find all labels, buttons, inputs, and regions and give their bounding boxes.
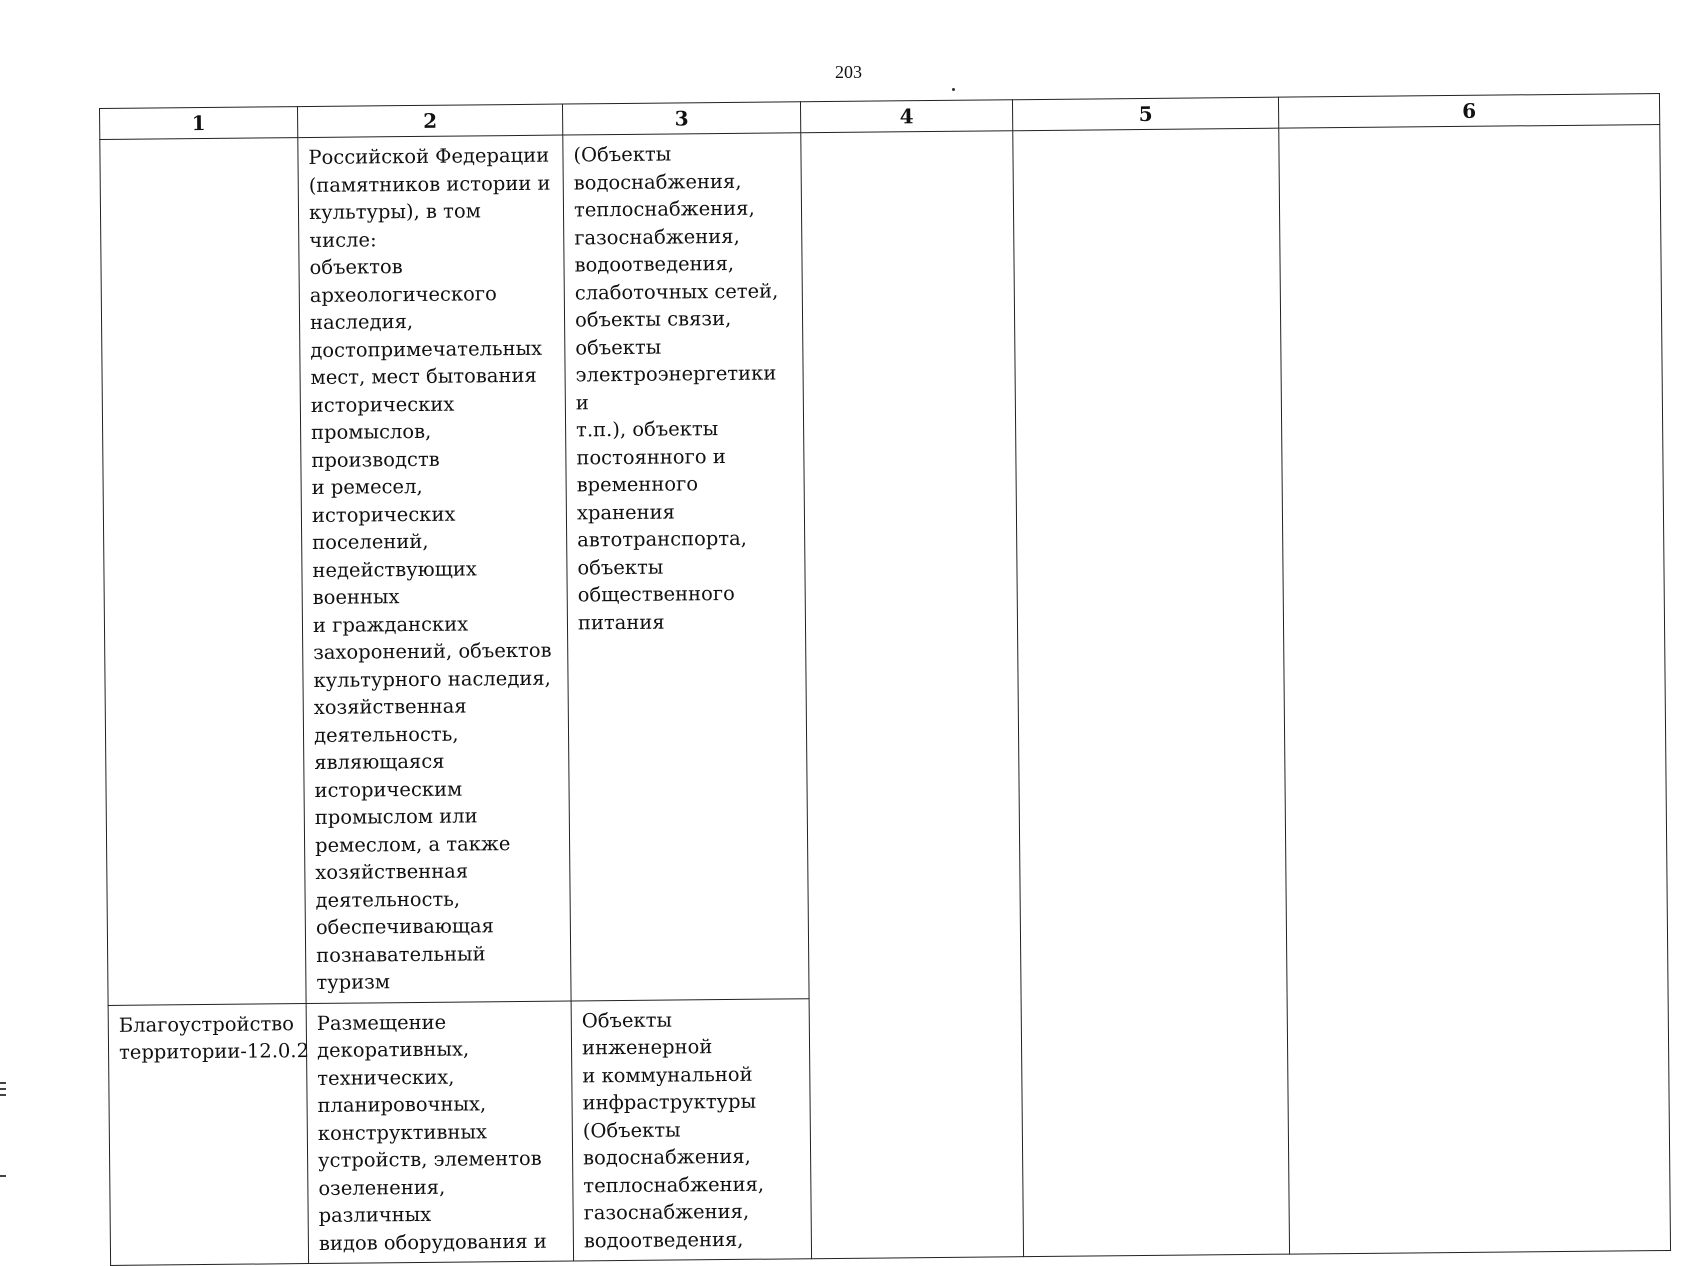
cell-text: Размещение декоративных, технических, планировочных, конструктивных устройств, элементов озеленения, различных видов оборудования и (316, 1010, 547, 1255)
document-table (99, 93, 1669, 1255)
cell-text: Российской Федерации (памятников истории и культуры), в том числе: объектов археологического наследия, достопримечательных мест, мест бытования исторических промыслов, производств и ремесел, исторических поселений, недействующих военных и гражданских захоронений, объектов культурного наследия, хозяйственная деятельность, являющаяся историческим промыслом или ремеслом, а также хозяйственная деятельность, обеспечивающая познавательный туризм (308, 143, 552, 994)
cell-col4 (801, 131, 1024, 1259)
cell-type-name (100, 138, 306, 1005)
cell-objects (571, 998, 811, 1261)
cell-col6 (1279, 125, 1671, 1255)
cell-text: Объекты инженерной и коммунальной инфраструктуры (Объекты водоснабжения, теплоснабжения, газоснабжения, водоотведения, (581, 1008, 765, 1252)
column-header-5: 5 (1012, 97, 1278, 131)
column-header-4: 4 (800, 100, 1012, 133)
column-header-1: 1 (100, 107, 298, 140)
cell-description (298, 135, 571, 1003)
scan-artifact-dot (952, 88, 955, 91)
cell-text: Благоустройство территории-12.0.2 (118, 1011, 310, 1064)
cell-col5 (1013, 128, 1290, 1257)
table-row (100, 125, 1668, 1005)
column-header-3: 3 (562, 102, 800, 135)
margin-mark (0, 1082, 6, 1084)
data-table (99, 93, 1671, 1266)
cell-objects (563, 133, 809, 1001)
margin-mark (0, 1094, 6, 1096)
column-header-2: 2 (297, 104, 562, 138)
margin-mark (0, 1088, 6, 1090)
page-number: 203 (835, 62, 862, 82)
margin-mark (0, 1175, 6, 1177)
cell-text: (Объекты водоснабжения, теплоснабжения, газоснабжения, водоотведения, слаботочных сетей, объекты связи, объекты электроэнергетики и т.п.), объекты постоянного и временного хранения автотранспорта, объекты общественного питания (573, 142, 779, 634)
column-header-6: 6 (1278, 94, 1659, 129)
cell-description (306, 1001, 573, 1264)
cell-type-name (108, 1003, 308, 1265)
